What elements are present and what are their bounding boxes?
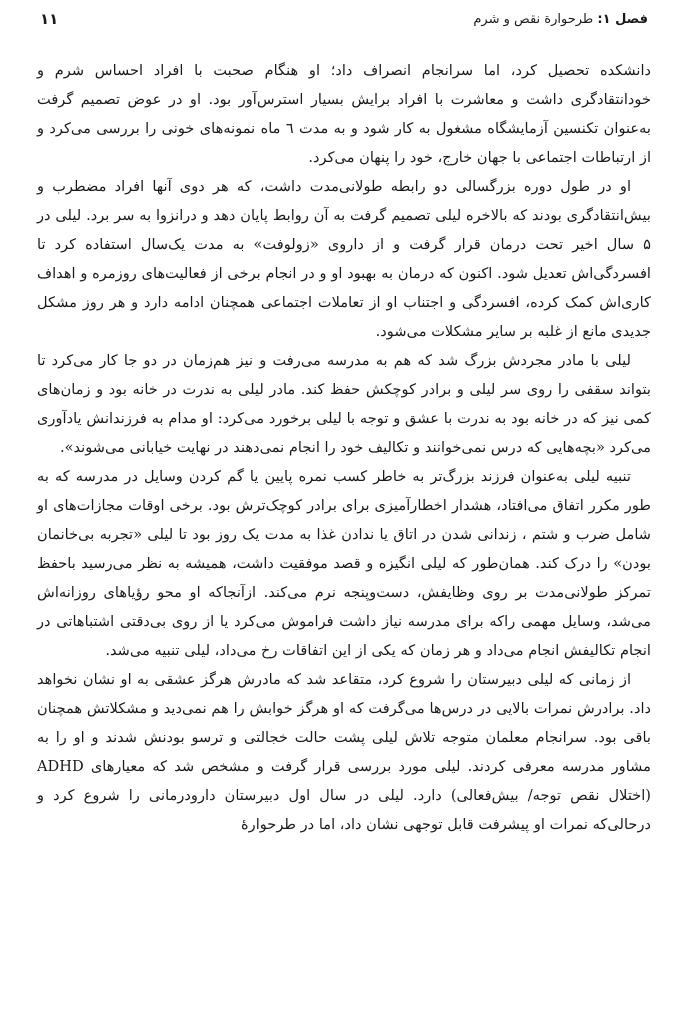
running-header [40, 8, 648, 34]
chapter-title: طرحوارة نقص و شرم [473, 12, 594, 27]
chapter-label: فصل ۱: [597, 12, 648, 27]
paragraph: او در طول دوره بزرگسالی دو رابطه طولانی‌مدت داشت، که هر دوی آنها افراد مضطرب و بیش‌انتقادگری بودند که بالاخره لیلی تصمیم گرفت به آن روابط پایان دهد و درانزوا به سر برد. لیلی در ۵ سال اخیر تحت درمان قرار گرفت و از داروی «زولوفت» به مدت یک‌سال استفاده کرد تا افسردگی‌اش تعدیل شود. اکنون که درمان به بهبود او و در انجام برخی از فعالیت‌های روزمره و اهداف کاری‌اش کمک کرده، افسردگی و اجتناب او از تعاملات اجتماعی همچنان ادامه دارد و هر روز مشکل جدیدی مانع از غلبه بر سایر مشکلات می‌شود. [37, 178, 651, 340]
chapter-heading [473, 12, 648, 27]
body-text [37, 56, 651, 839]
page-number: ۱۱ [40, 10, 59, 28]
paragraph: تنبیه لیلی به‌عنوان فرزند بزرگ‌تر به خاطر کسب نمره پایین یا گم کردن وسایل در مدرسه که به طور مکرر اتفاق می‌افتاد، هشدار اخطارآمیزی برای برادر کوچک‌ترش بود. برخی اوقات مجازات‌های او شامل ضرب و شتم ، زندانی شدن در اتاق یا ندادن غذا به مدت یک روز بود تا لیلی «تجربه بی‌خانمان بودن» را درک کند. همان‌طور که لیلی انگیزه و قصد موفقیت داشت، همیشه به نظر می‌رسید باحفظ تمرکز طولانی‌مدت بر روی وظایفش، دست‌وپنجه نرم می‌کند. ازآنجاکه او محو رؤیاهای روزانه‌اش می‌شد، وسایل مهمی راکه برای مدرسه نیاز داشت فراموش می‌کرد یا از روی بی‌دقتی اشتباهاتی در انجام تکالیفش انجام می‌داد و هر زمان که یکی از این اتفاقات رخ می‌داد، لیلی تنبیه می‌شد. [37, 468, 651, 659]
paragraph: دانشکده تحصیل کرد، اما سرانجام انصراف داد؛ او هنگام صحبت با افراد احساس شرم و خودانتقادگری داشت و معاشرت با افراد برایش بسیار استرس‌آور بود. او در عوض تصمیم گرفت به‌عنوان تکنسین آزمایشگاه مشغول به کار شود و به مدت ٦ ماه نمونه‌های خونی را بررسی می‌کرد و از ارتباطات اجتماعی با جهان خارج، خود را پنهان می‌کرد. [37, 62, 651, 166]
paragraph: لیلی با مادر مجردش بزرگ شد که هم به مدرسه می‌رفت و نیز هم‌زمان در دو جا کار می‌کرد تا بتواند سقفی را روی سر لیلی و برادر کوچکش حفظ کند. مادر لیلی به ندرت در خانه بود و زمان‌های کمی نیز که در خانه بود به ندرت با عشق و توجه با لیلی برخورد می‌کرد: او مدام به فرزندانش یادآوری می‌کرد «بچه‌هایی که درس نمی‌خوانند و تکالیف خود را انجام نمی‌دهند در نهایت خیابانی می‌شوند». [37, 352, 651, 456]
paragraph: از زمانی که لیلی دبیرستان را شروع کرد، متقاعد شد که مادرش هرگز عشقی به او نشان نخواهد داد. برادرش نمرات بالایی در درس‌ها می‌گرفت که او هرگز خوابش را هم نمی‌دید و مشکلاتش همچنان باقی بود. سرانجام معلمان متوجه تلاش لیلی پشت حالت خجالتی و ترسو بودنش شدند و او را به مشاور مدرسه معرفی کردند. لیلی مورد بررسی قرار گرفت و مشخص شد که معیارهای ADHD (اختلال نقص توجه/ بیش‌فعالی) دارد. لیلی در سال اول دبیرستان دارودرمانی را شروع کرد و درحالی‌که نمرات او پیشرفت قابل توجهی نشان داد، اما در طرحوارهٔ [37, 671, 651, 833]
